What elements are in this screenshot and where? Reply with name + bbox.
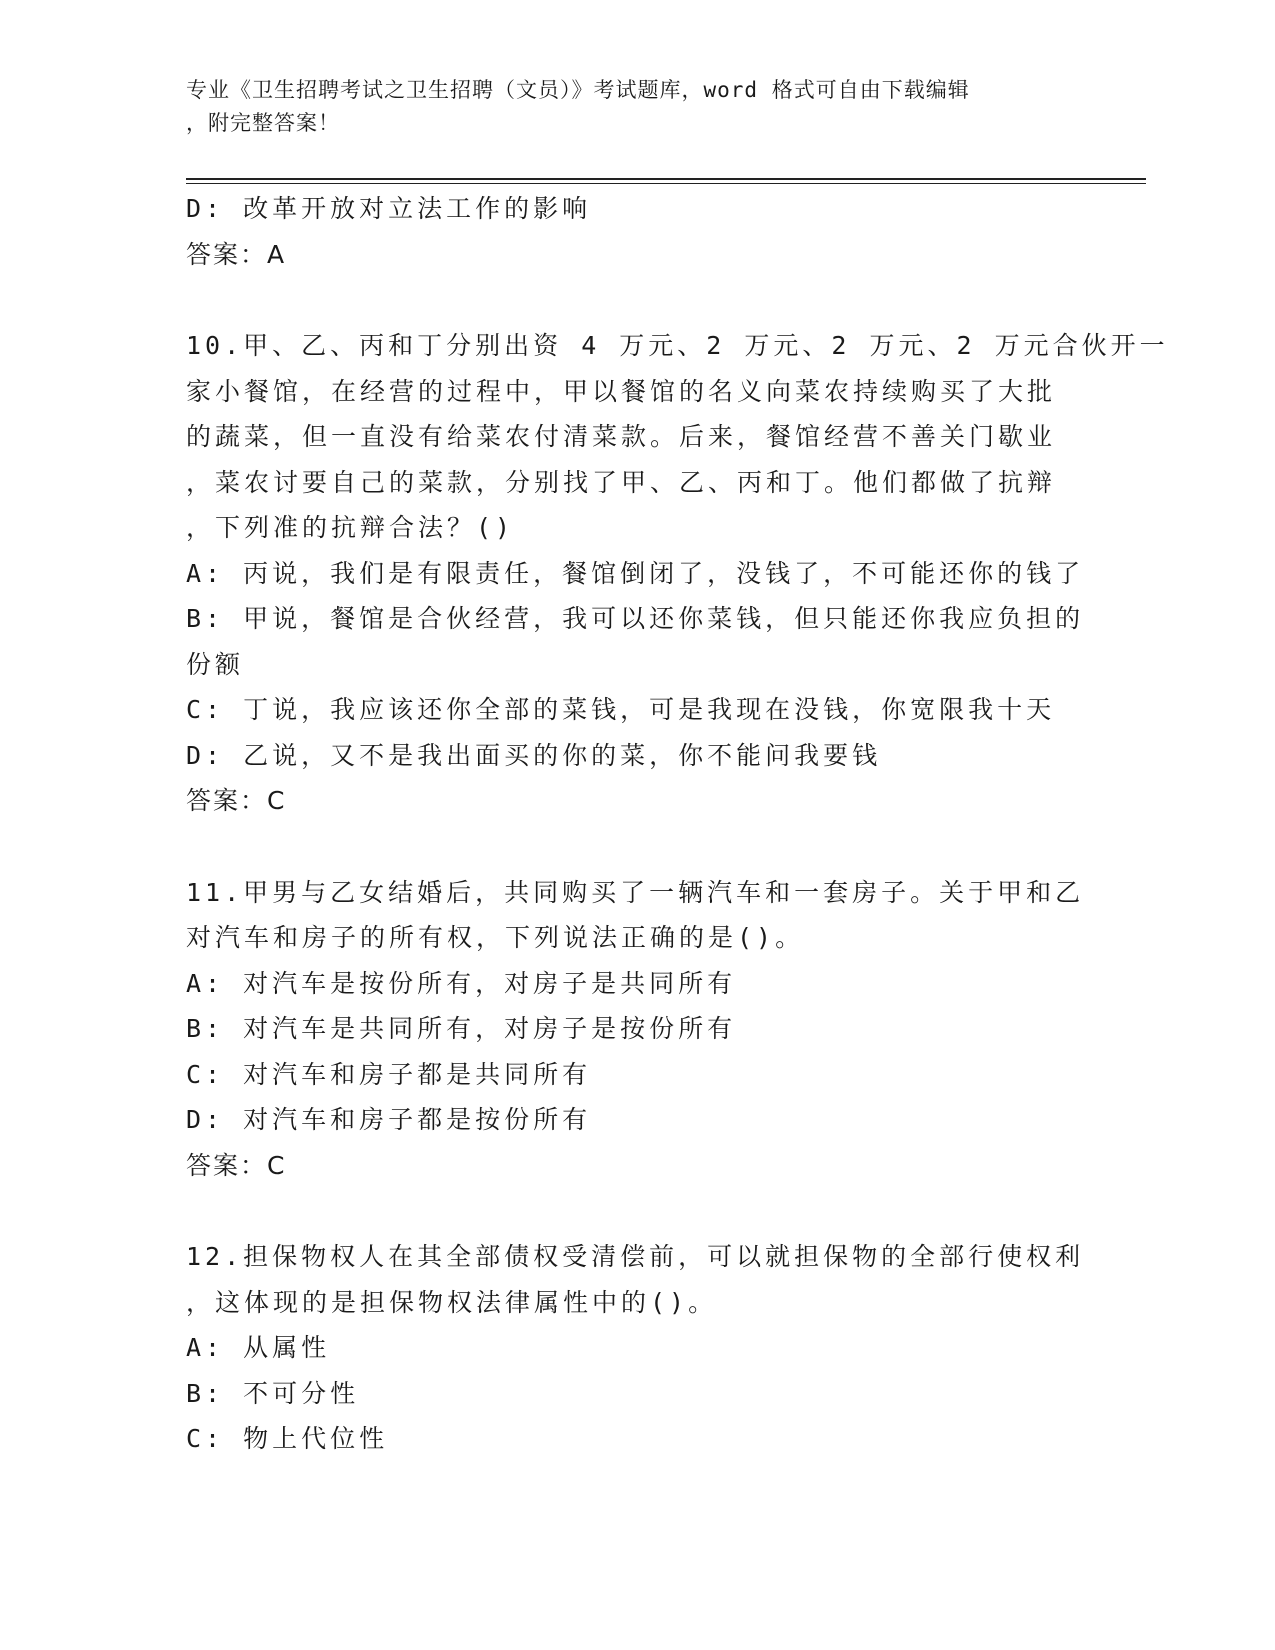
question-11-line: 11.甲男与乙女结婚后，共同购买了一辆汽车和一套房子。关于甲和乙 <box>186 877 1085 907</box>
question-12-line: ，这体现的是担保物权法律属性中的()。 <box>186 1287 718 1317</box>
answer-value: A <box>267 239 287 269</box>
header-divider-thin <box>186 183 1146 184</box>
question-11-option-b: B: 对汽车是共同所有，对房子是按份所有 <box>186 1014 737 1043</box>
question-10 <box>186 323 1169 824</box>
header-line-1: 专业《卫生招聘考试之卫生招聘（文员）》考试题库，word 格式可自由下载编辑 <box>186 78 970 102</box>
question-12 <box>186 1234 1086 1462</box>
question-10-line: 家小餐馆，在经营的过程中，甲以餐馆的名义向菜农持续购买了大批 <box>186 376 1057 406</box>
document-body <box>186 186 1169 1462</box>
question-11-option-c: C: 对汽车和房子都是共同所有 <box>186 1059 592 1089</box>
question-11-option-a: A: 对汽车是按份所有，对房子是共同所有 <box>186 968 737 998</box>
answer-label: 答案： <box>186 239 268 269</box>
question-10-line: ，下列准的抗辩合法？() <box>186 513 515 542</box>
question-12-line: 12.担保物权人在其全部债权受清偿前，可以就担保物的全部行使权利 <box>186 1242 1085 1271</box>
document-header <box>186 74 1086 140</box>
question-10-option-b-cont: 份额 <box>186 649 245 679</box>
prev-option-d: D: 改革开放对立法工作的影响 <box>186 194 592 223</box>
question-10-line: 的蔬菜，但一直没有给菜农付清菜款。后来，餐馆经营不善关门歇业 <box>186 422 1057 451</box>
question-10-line: ，菜农讨要自己的菜款，分别找了甲、乙、丙和丁。他们都做了抗辩 <box>186 467 1057 497</box>
question-10-answer <box>186 778 1086 824</box>
question-11-option-d: D: 对汽车和房子都是按份所有 <box>186 1105 592 1134</box>
question-10-line: 10.甲、乙、丙和丁分别出资 4 万元、2 万元、2 万元、2 万元合伙开一 <box>186 331 1169 360</box>
header-divider-thick <box>186 178 1146 180</box>
question-12-option-c: C: 物上代位性 <box>186 1424 389 1453</box>
answer-value: C <box>267 786 287 815</box>
question-12-option-b: B: 不可分性 <box>186 1378 360 1408</box>
question-11-answer <box>186 1143 1086 1189</box>
question-10-option-c: C: 丁说，我应该还你全部的菜钱，可是我现在没钱，你宽限我十天 <box>186 695 1056 724</box>
question-12-option-a: A: 从属性 <box>186 1333 331 1362</box>
question-11-line: 对汽车和房子的所有权，下列说法正确的是()。 <box>186 923 805 952</box>
prev-answer <box>186 232 1086 278</box>
question-11 <box>186 870 1086 1189</box>
answer-label: 答案： <box>186 1150 268 1180</box>
header-line-2: ，附完整答案！ <box>186 111 340 135</box>
answer-label: 答案： <box>186 786 268 815</box>
question-10-option-a: A: 丙说，我们是有限责任，餐馆倒闭了，没钱了，不可能还你的钱了 <box>186 558 1085 588</box>
question-10-option-b: B: 甲说，餐馆是合伙经营，我可以还你菜钱，但只能还你我应负担的 <box>186 604 1085 633</box>
question-10-option-d: D: 乙说，又不是我出面买的你的菜，你不能问我要钱 <box>186 740 882 770</box>
answer-value: C <box>267 1150 287 1180</box>
